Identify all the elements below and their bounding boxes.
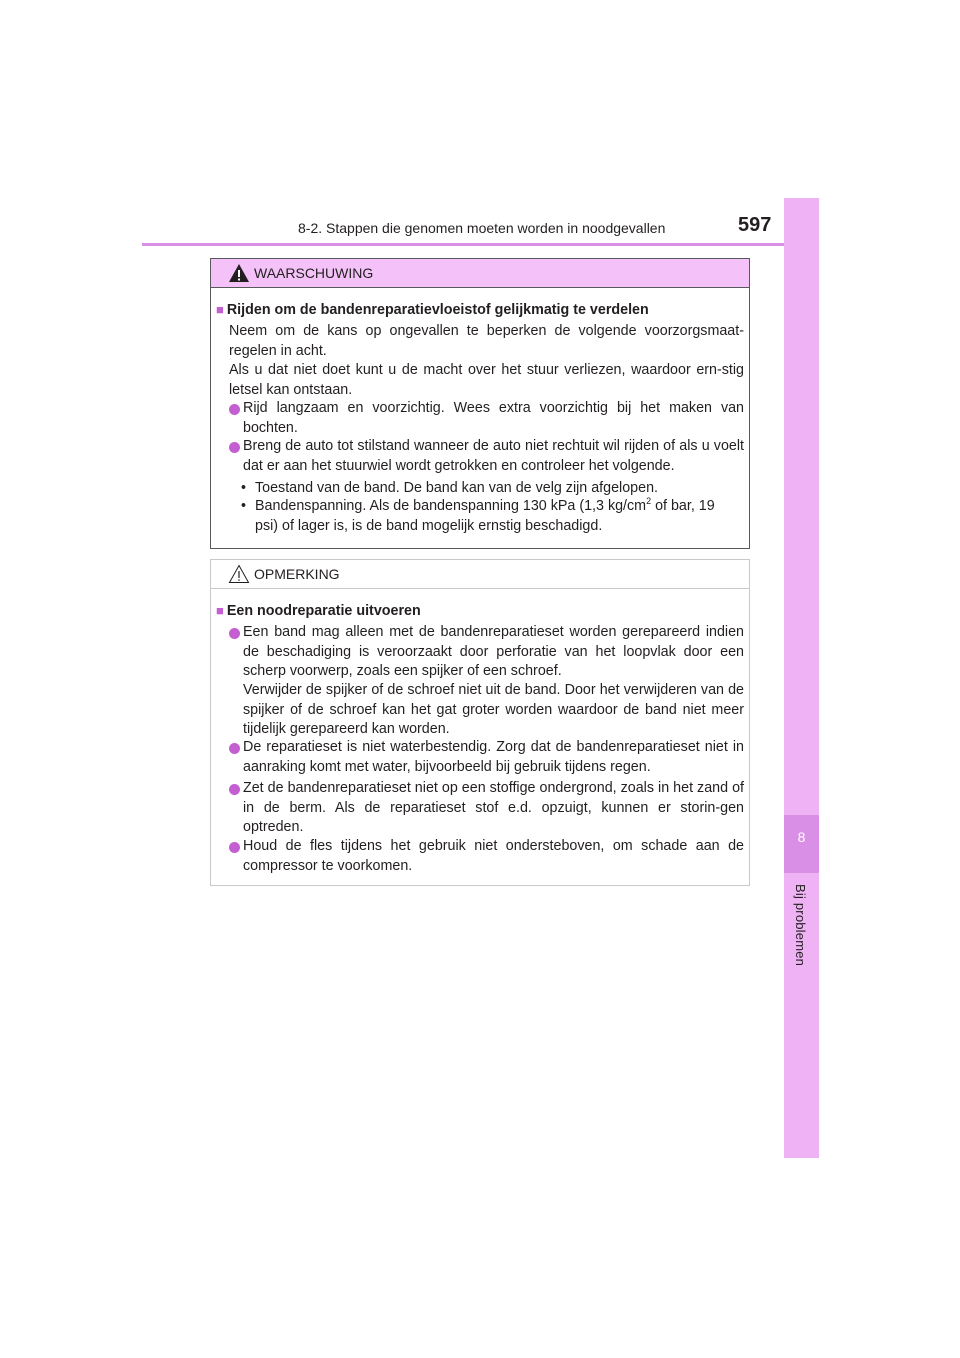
- sub-bullet-mark: •: [241, 498, 247, 514]
- warning-intro-2: Als u dat niet doet kunt u de macht over het stuur verliezen, waardoor ern-stig letsel kan ontstaan.: [229, 362, 744, 398]
- list-item: [229, 623, 744, 682]
- list-item-text: Een band mag alleen met de bandenreparatieset worden gerepareerd indien de beschadiging is veroorzaakt door perforatie van het loopvlak door een scherp voorwerp, zoals een spijker of een schroef.: [243, 624, 744, 679]
- list-item-text: Rijd langzaam en voorzichtig. Wees extra voorzichtig bij het maken van bochten.: [243, 400, 744, 436]
- warning-label: WAARSCHUWING: [254, 265, 374, 281]
- list-item: [229, 837, 744, 876]
- bullet-dot-icon: [229, 842, 240, 853]
- sub-text-part: of bar, 19 psi) of lager is, is de band mogelijk ernstig beschadigd.: [255, 498, 715, 534]
- list-item-text: Zet de bandenreparatieset niet op een stoffige ondergrond, zoals in het zand of in de berm. Als de reparatieset stof e.d. opzuigt, kunnen er storin-gen optreden.: [243, 780, 744, 835]
- bullet-dot-icon: [229, 442, 240, 453]
- bullet-dot-icon: [229, 784, 240, 795]
- bullet-dot-icon: [229, 743, 240, 754]
- list-item: [229, 437, 744, 476]
- superscript: 2: [646, 496, 652, 507]
- note-box: [210, 559, 750, 886]
- chapter-side-tab: [784, 198, 819, 1158]
- square-bullet-icon: ■: [216, 302, 224, 317]
- sub-list-item-text: [255, 497, 741, 536]
- warning-intro-1: Neem om de kans op ongevallen te beperken de volgende voorzorgsmaat-regelen in acht.: [229, 323, 744, 359]
- list-item-continuation: [229, 681, 744, 740]
- sub-list-item-text: Toestand van de band. De band kan van de velg zijn afgelopen.: [255, 480, 658, 496]
- list-item-text: Breng de auto tot stilstand wanneer de auto niet rechtuit wil rijden of als u voelt dat er aan het stuurwiel wordt getrokken en controleer het volgende.: [243, 438, 744, 474]
- list-item: [229, 738, 744, 777]
- bullet-dot-icon: [229, 404, 240, 415]
- list-item-text: Houd de fles tijdens het gebruik niet ondersteboven, om schade aan de compressor te voorkomen.: [243, 838, 744, 874]
- warning-heading: [216, 300, 649, 321]
- list-item-text: De reparatieset is niet waterbestendig. Zorg dat de bandenreparatieset niet in aanraking komt met water, bijvoorbeeld bij gebruik tijdens regen.: [243, 739, 744, 775]
- note-header: [211, 560, 749, 589]
- warning-header: [211, 259, 749, 288]
- list-item-text: Verwijder de spijker of de schroef niet uit de band. Door het verwijderen van de spijker of de schroef kan het gat groter worden waardoor de band niet meer tijdelijk gerepareerd kan worden.: [243, 682, 744, 737]
- warning-box: [210, 258, 750, 549]
- sub-list-item: [241, 479, 741, 499]
- sub-list-item: [241, 497, 741, 536]
- bullet-dot-icon: [229, 628, 240, 639]
- sub-bullet-mark: •: [241, 480, 247, 496]
- chapter-label: Bij problemen: [793, 884, 808, 967]
- caution-triangle-outline-icon: [228, 564, 250, 584]
- warning-triangle-icon: [228, 263, 250, 283]
- header-divider: [142, 243, 819, 246]
- list-item: [229, 399, 744, 438]
- sub-text-part: Bandenspanning. Als de bandenspanning 130 kPa (1,3 kg/cm: [255, 498, 647, 514]
- warning-heading-text: Rijden om de bandenreparatievloeistof gelijkmatig te verdelen: [226, 302, 649, 318]
- chapter-number: 8: [797, 829, 806, 845]
- list-item: [229, 779, 744, 838]
- square-bullet-icon: ■: [216, 603, 224, 618]
- note-label: OPMERKING: [254, 566, 340, 582]
- section-title: 8-2. Stappen die genomen moeten worden in noodgevallen: [298, 220, 666, 236]
- note-heading-text: Een noodreparatie uitvoeren: [226, 603, 421, 619]
- note-heading: [216, 601, 421, 622]
- page-number: 597: [738, 214, 772, 236]
